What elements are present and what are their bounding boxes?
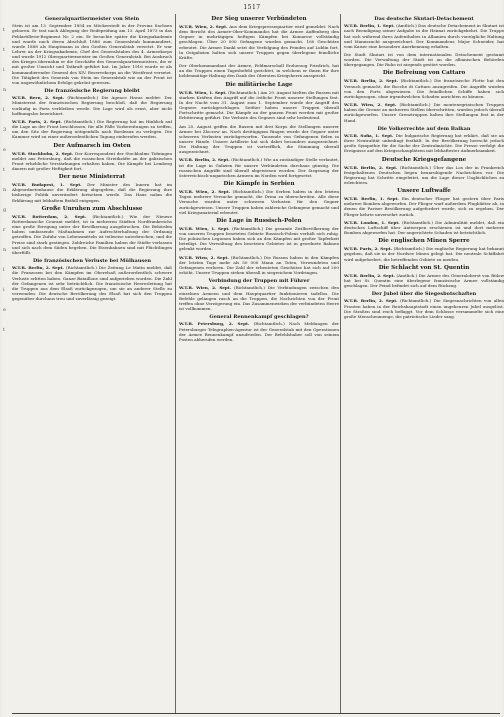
article-text: (Richtamtlich.) Die Admiralität meldet, daß ein deutsches Luftschiff über Antwerpen erschienen ist und dort mehrere Bomben abgeworfen hat. Der angerichtete Schaden ist beträchtlich. [344, 219, 504, 236]
margin-mark: r [3, 227, 6, 233]
article-body [344, 220, 504, 235]
article-body [12, 23, 172, 85]
article-body [179, 285, 339, 311]
article-body [12, 214, 172, 255]
article [179, 278, 339, 311]
article-body [179, 226, 339, 252]
article-text: Die bulgarische Regierung hat erklärt, daß sie an ihrer Neutralität unbedingt festhält. In der Bevölkerung herrscht jedoch große Sympathie für die Sache der Zentralmächte. Die Presse verfolgt die Ereignisse auf den Kriegsschauplätzen mit lebhaftester Aufmerksamkeit. [344, 132, 504, 154]
article-body [179, 90, 339, 121]
article-text: Ein deutscher Flieger hat gestern über Paris mehrere Bomben abgeworfen. Der Flieger warf außerdem Flugblätter ab, in denen die Pariser Bevölkerung aufgefordert wurde, sich zu ergeben. Der Flieger kehrte unversehrt zurück. [344, 196, 504, 217]
article-text: (Richtamtlich.) Am 29. August hielten die Russen mit starken Kräften den Angriff auf die östliche Front unserer Stellungen fest. In der Nacht vom 31. August zum 1. September wurde der Angriff des Gegners zurückgeschlagen. Seither haben unsere Truppen überall Fortschritte gemacht. Die Kämpfe an der ganzen Front werden mit großer Erbitterung geführt. Die Verluste des Gegners sind sehr bedeutend. [179, 89, 339, 121]
article-dateline: W.T.B. Berlin, 2. Sept. [344, 272, 397, 278]
article-text: (Richtamtlich.) Die französische Flotte hat den Versuch gemacht, die Bocche di Cattaro anzugreifen. Die Angriffe wurden von den Forts abgewiesen. Die feindlichen Schiffe haben sich zurückgezogen, ohne irgendwelchen Schaden anrichten zu können. [344, 78, 504, 99]
margin-mark: i [3, 67, 5, 73]
article [12, 16, 172, 85]
article-dateline: W.T.B. Petersburg, 2. Sept. [179, 321, 254, 327]
article-dateline: W.T.B. London, 1. Sept. [344, 219, 402, 225]
article-headline: Unsere Luftwaffe [397, 188, 451, 195]
article-text: (Richtamtlich.) Die Agence Havas meldet: Der Ministerrat der französischen Regierung beschloß, daß die Regierung vorläufig in Paris verbleiben werde. Die Lage wird als ernst, aber nicht hoffnungslos bezeichnet. [12, 95, 172, 116]
margin-mark: t [3, 27, 6, 33]
article-text: (Richtamtlich.) Die Verbindungen zwischen den einzelnen Armeen und dem Hauptquartier funktionieren tadellos. Die Befehle gelangen rasch an die Truppen, die Nachrichten von der Front treffen ohne Verzögerung ein. Das Zusammenwirken der verbündeten Heere ist vollkommen. [179, 285, 339, 312]
article-headline: Der Sieg unserer Verbündeten [211, 16, 307, 22]
article-body [344, 78, 504, 99]
article [344, 220, 504, 235]
article-body [344, 165, 504, 186]
article [344, 157, 504, 186]
article [179, 181, 339, 215]
article-dateline: W.T.B. Berlin, 1. Sept. [344, 196, 402, 202]
article-headline: Generalquartiermeister von Stein [44, 16, 140, 22]
article-body [179, 321, 339, 342]
article-headline: Verbindung der Truppen mit Führer [208, 278, 310, 285]
article-dateline: W.T.B. Sofia, 1. Sept. [344, 132, 396, 138]
article-text: (Richtamtlich.) Die englische Regierung hat bekannt gegeben, daß sie in der Nordsee Minen gelegt hat. Die neutrale Schiffahrt wird aufgefordert, die betreffenden Gebiete zu meiden. [344, 246, 504, 262]
article [179, 124, 339, 155]
article-headline: Die Lage in Russisch-Polen [216, 217, 302, 224]
column-1 [12, 14, 172, 714]
article-text: (Richtamtlich.) Die gesamte Zivilbevölkerung der von unseren Truppen besetzten Gebiete Russisch-Polens verhält sich ruhig. Die polnischen Legionen haben sich an den Kämpfen mit großer Tapferkeit beteiligt. Die Verwaltung des besetzten Gebietes ist in geordnete Bahnen gelenkt worden. [179, 225, 339, 252]
article-body [12, 95, 172, 116]
column-3 [340, 14, 504, 714]
article-headline: Die Befreiung von Cattaro [382, 70, 466, 77]
article-dateline: W.T.B. Wien, 2. Sept. [179, 285, 234, 291]
article-body [344, 102, 504, 123]
article-headline: Der Aufmarsch im Osten [53, 142, 131, 149]
article-text: (Richtamtlich.) Die Zeitung Le Matin meldet, daß die Franzosen bei den Kämpfen im Oberelsaß außerordentlich schwere Verluste erlitten haben. Ganze Bataillone sind aufgerieben worden. Die Zahl der Gefangenen ist sehr beträchtlich. Die französische Heeresleitung hat die Truppen aus dem Elsaß zurückgezogen, um sie an anderer Stelle zu verwenden. Die deutsche Bevölkerung des Elsaß hat sich den Truppen gegenüber durchaus treu und zuverlässig gezeigt. [12, 265, 172, 302]
article [344, 52, 504, 67]
article [12, 88, 172, 116]
article-body [179, 63, 339, 78]
article-body [344, 196, 504, 217]
article-body [12, 265, 172, 301]
article [344, 102, 504, 123]
article [179, 63, 339, 78]
article-dateline: W.T.B. Budapest, 1. Sept. [12, 182, 88, 188]
margin-marks [3, 20, 11, 340]
margin-mark: e [3, 147, 6, 153]
article-dateline: W.T.B. Stockholm, 2. Sept. [12, 150, 76, 156]
article [344, 265, 504, 288]
article [179, 314, 339, 342]
article [12, 206, 172, 255]
article-headline: Die militärische Lage [225, 81, 293, 88]
column-2 [175, 14, 339, 714]
margin-mark: n [3, 87, 7, 93]
margin-mark: g [3, 207, 7, 213]
margin-mark: e [3, 307, 6, 313]
margin-mark: 3 [3, 127, 7, 133]
article-dateline: W.T.B. Berlin, 2. Sept. [12, 265, 66, 271]
article-body [179, 24, 339, 60]
article [344, 238, 504, 261]
article-text: (Richtamtlich.) Die Siegesnachrichten von allen Fronten haben in der Reichshauptstadt einen ungeheuren Jubel ausgelöst. Die Straßen sind reich beflaggt. Vor dem Schlosse versammelte sich eine große Menschenmenge, die patriotische Lieder sang. [344, 298, 504, 319]
article-text: (Amtlich.) Die Armee des Generaloberst von Bülow hat bei St. Quentin eine überlegene französische Armee vollständig geschlagen. Der Feind befindet sich auf dem Rückzug. [344, 272, 504, 289]
article-text: Der Minister des Innern hat im Abgeordnetenhause die Erklärung abgegeben, daß die Regierung ihre bisherige Politik unverändert fortsetzen werde. Das Haus nahm die Erklärung mit lebhaftem Beifall entgegen. [12, 182, 172, 203]
article-headline: Der neue Ministerrat [58, 174, 126, 181]
article-dateline: W.T.B. Berlin, 2. Sept. [344, 298, 401, 304]
article-dateline: W.T.B. Paris, 2. Sept. [12, 118, 64, 124]
article [179, 218, 339, 252]
article-headline: General Rennenkampf geschlagen? [209, 314, 309, 321]
article [344, 16, 504, 49]
article-body [12, 119, 172, 140]
article-dateline: W.T.B. Berlin, 2. Sept. [344, 78, 401, 84]
article-body [179, 124, 339, 155]
article [344, 188, 504, 217]
article-dateline: W.T.B. Rotterdam, 2. Sept. [12, 213, 93, 219]
margin-mark: i [3, 287, 5, 293]
article [179, 82, 339, 121]
article-dateline: W.T.B. Wien, 2. Sept. [179, 24, 230, 29]
article-text: (Richtamtlich.) Wie der Nieuwe Rotterdamsche Courant meldet, ist in mehreren Städten Nordfrankreichs eine große Erregung unter der Bevölkerung ausgebrochen. Die Behörden haben umfassende Maßnahmen zur Aufrechterhaltung der Ordnung getroffen. Die Zufuhr von Lebensmitteln ist teilweise unterbrochen, und die Preise sind stark gestiegen. Zahlreiche Familien haben die Städte verlassen und sich nach dem Süden begeben. Die Eisenbahnen sind mit Flüchtlingen überfüllt. [12, 213, 172, 255]
article [344, 70, 504, 99]
article [179, 255, 339, 276]
margin-mark: t [3, 327, 6, 333]
article [12, 258, 172, 301]
article-body [179, 157, 339, 178]
article-dateline: W.T.B. Wien, 2. Sept. [179, 254, 231, 260]
article-body [344, 133, 504, 154]
article-dateline: W.T.B. Bern, 2. Sept. [12, 95, 68, 101]
article-text: (Richtamtlich.) Die Russen haben in den Kämpfen der letzten Tage mehr als 50 000 Mann an Toten, Verwundeten und Gefangenen verloren. Die Zahl der erbeuteten Geschütze hat sich auf 200 erhöht. Unsere Truppen stehen überall in siegreichem Vordringen. [179, 254, 339, 276]
article-body [179, 189, 339, 215]
article-text: Stein ist am 13. September 1854 zu Möckerstedt in der Provinz Sachsen geboren. Er trat nach Ablegung der Reifeprüfung am 13. April 1873 in das Feldartillerie-Regiment Nr. 2 ein. Er besuchte später die Kriegsakademie und wurde nach deren Abschluß 1886 zum Generalstab kommandiert, wurde 1888 als Hauptmann in den Großen Generalstab versetzt. Er war Lehrer an der Kriegsakademie, Chef des Generalstabes des 4. Armeekorps und wurde 1912 Oberquartiermeister im Großen Generalstab. Bei Ausbruch des Krieges übernahm er die Geschäfte des Generalquartiermeisters, die er mit großer Umsicht und Tatkraft geführt hat. Im Jahre 1916 wurde er als kommandierender General des XIV. Reservekorps an die Westfront versetzt. Die Tätigkeit des Generals von Stein im Generalstab wie an der Front ist von ungewöhnlichem Erfolge gekrönt gewesen. [12, 23, 172, 85]
article-headline: Das deutsche Skutari-Detachement [374, 16, 474, 22]
margin-mark: n [3, 187, 7, 193]
article-text: Aus dem Kriegspressequartier wird gemeldet: Nach dem Bericht des Armee-Ober-Kommandos hat die Armee Auffenberg den Gegner in mehrtägigen heftigen Kämpfen bei Komarow vollständig geschlagen. Über 20 000 Gefangene wurden gemacht, 160 Geschütze erbeutet. Die Armee Dankl setzt die Verfolgung des Feindes auf Lublin fort. In Ostgalizien halten sich unsere Truppen gegen überlegene feindliche Kräfte. [179, 24, 339, 60]
article [12, 119, 172, 140]
article-text: Am 25. August griffen die Russen mit drei Korps die Stellungen unserer Armee bei Zloczow an. Nach dreitägigem Ringen wurde der Gegner unter schweren Verlusten zurückgeworfen. Tausende von Gefangenen fielen in unsere Hände. Unsere Artillerie hat sich dabei besonders ausgezeichnet. Die Haltung der Truppen ist vortrefflich, die Stimmung überall ausgezeichnet. [179, 123, 339, 155]
bottom-rule [12, 713, 500, 714]
article-body [344, 52, 504, 67]
article-dateline: W.T.B. Berlin, 2. Sept. [344, 164, 400, 170]
article [344, 126, 504, 154]
article-body [344, 23, 504, 49]
article-text: Der Oberkommandant der Armee, Feldmarschall Erzherzog Friedrich, hat an die Truppen einen Tagesbefehl gerichtet, in welchem er ihnen für ihre heldenmütige Haltung den Dank des Obersten Kriegsherrn ausspricht. [179, 63, 339, 79]
article-dateline: W.T.B. Wien, 2. Sept. [344, 102, 400, 108]
article-headline: Die Kämpfe in Serbien [223, 181, 295, 188]
article-text: (Richtamtlich.) Die Serben haben in den letzten Tagen mehrere Versuche gemacht, die Drina zu überschreiten. Alle diese Versuche wurden unter schweren Verlusten für den Gegner zurückgewiesen. Unsere Truppen haben zahlreiche Gefangene gemacht und viel Kriegsmaterial erbeutet. [179, 189, 339, 215]
article-dateline: W.T.B. Berlin, 2. Sept. [179, 157, 232, 163]
article [344, 291, 504, 319]
article-headline: Die englischen Minen Sperre [378, 238, 470, 245]
article-text: (Richtamtlich.) Nach Meldungen der Petersburger Telegraphen-Agentur ist der Generalstab mit den Operationen der Armee Rennenkampf unzufrieden. Der Befehlshaber soll von seinem Posten abberufen werden. [179, 321, 339, 342]
margin-mark: l [3, 107, 5, 113]
page-number: 1517 [243, 4, 261, 11]
article-headline: Der Jubel über die Siegesbotschaften [371, 291, 477, 298]
article-text: Die Stadt Skutari ist von dem internationalen Detachement geräumt worden. Die Verwaltung der Stadt ist an die albanischen Behörden übergegangen. Die Ruhe ist nirgends gestört worden. [344, 51, 504, 68]
article-body [12, 151, 172, 172]
article-dateline: W.T.B. Wien, 2. Sept. [179, 189, 233, 195]
article-text: (Richtamtlich.) Die montenegrinischen Truppen haben die Grenze an mehreren Stellen überschritten, wurden jedoch überall zurückgeworfen. Unsere Grenztruppen halten ihre Stellungen fest in der Hand. [344, 102, 504, 123]
margin-mark: t [3, 167, 6, 173]
article [179, 16, 339, 60]
article [179, 157, 339, 178]
article-body [179, 255, 339, 276]
newspaper-page [2, 0, 502, 717]
article-text: (Richtamtlich.) Über das Los der in Frankreich festgehaltenen Deutschen liegen beunruhigende Nachrichten vor. Die Regierung hat Schritte eingeleitet, um die Lage dieser Unglücklichen zu erleichtern. [344, 164, 504, 185]
article-dateline: W.T.B. Paris, 2. Sept. [344, 246, 394, 252]
margin-mark: t [3, 47, 6, 53]
article-headline: Die französischen Verluste bei Mülhausen [32, 258, 152, 265]
article-body [344, 273, 504, 288]
article-headline: Die französische Regierung bleibt [44, 88, 140, 95]
article-text: (Richtamtlich.) Die Regierung hat im Hinblick auf die Lage an der Front beschlossen, für alle Fälle Vorbereitungen zu treffen, um den Sitz der Regierung nötigenfalls nach Bordeaux zu verlegen. Die Kammer wird zu einer außerordentlichen Tagung einberufen werden. [12, 118, 172, 140]
article-text: (Amtlich.) Das deutsche Detachement in Skutari ist nach Beendigung seiner Aufgabe in die Heimat zurückgekehrt. Die Truppe hat sich während ihres Aufenthaltes in Albanien durch vorzügliche Haltung und Mannszucht ausgezeichnet. Der Kommandeur, Major Schneider, hat vom Kaiser eine besondere Anerkennung erhalten. [344, 23, 504, 49]
margin-mark: l [3, 267, 5, 273]
article-text: (Richtamtlich.) Wie an zuständiger Stelle verlautet, ist die Lage in Galizien für unsere Verbündeten durchaus günstig. Die russischen Angriffe sind überall abgewiesen worden. Der Siegeszug der österreichisch-ungarischen Armeen im Norden wird fortgesetzt. [179, 157, 339, 178]
article [12, 143, 172, 172]
article-text: Der Korrespondent der Stockholms Tidningen meldet aus Petersburg, daß die russischen Streitkräfte an der galizischen Front erhebliche Verstärkungen erhalten haben. Die Kämpfe bei Lemberg dauern mit großer Heftigkeit fort. [12, 150, 172, 171]
article-body [344, 298, 504, 319]
article-dateline: W.T.B. Wien, 1. Sept. [179, 89, 229, 95]
article-body [344, 246, 504, 261]
article-headline: Große Unruhen zum Abschlusse [41, 205, 143, 212]
article-headline: Die Schlacht von St. Quentin [378, 264, 470, 271]
article-body [12, 182, 172, 203]
margin-mark: n [3, 247, 7, 253]
article-dateline: W.T.B. Berlin, 1. Sept. [344, 23, 397, 29]
article-dateline: W.T.B. Wien, 1. Sept. [179, 225, 233, 231]
article-headline: Die Volkerrechte auf dem Balkan [377, 125, 471, 132]
article [12, 174, 172, 203]
article-headline: Deutsche Kriegsgefangene [381, 156, 467, 163]
